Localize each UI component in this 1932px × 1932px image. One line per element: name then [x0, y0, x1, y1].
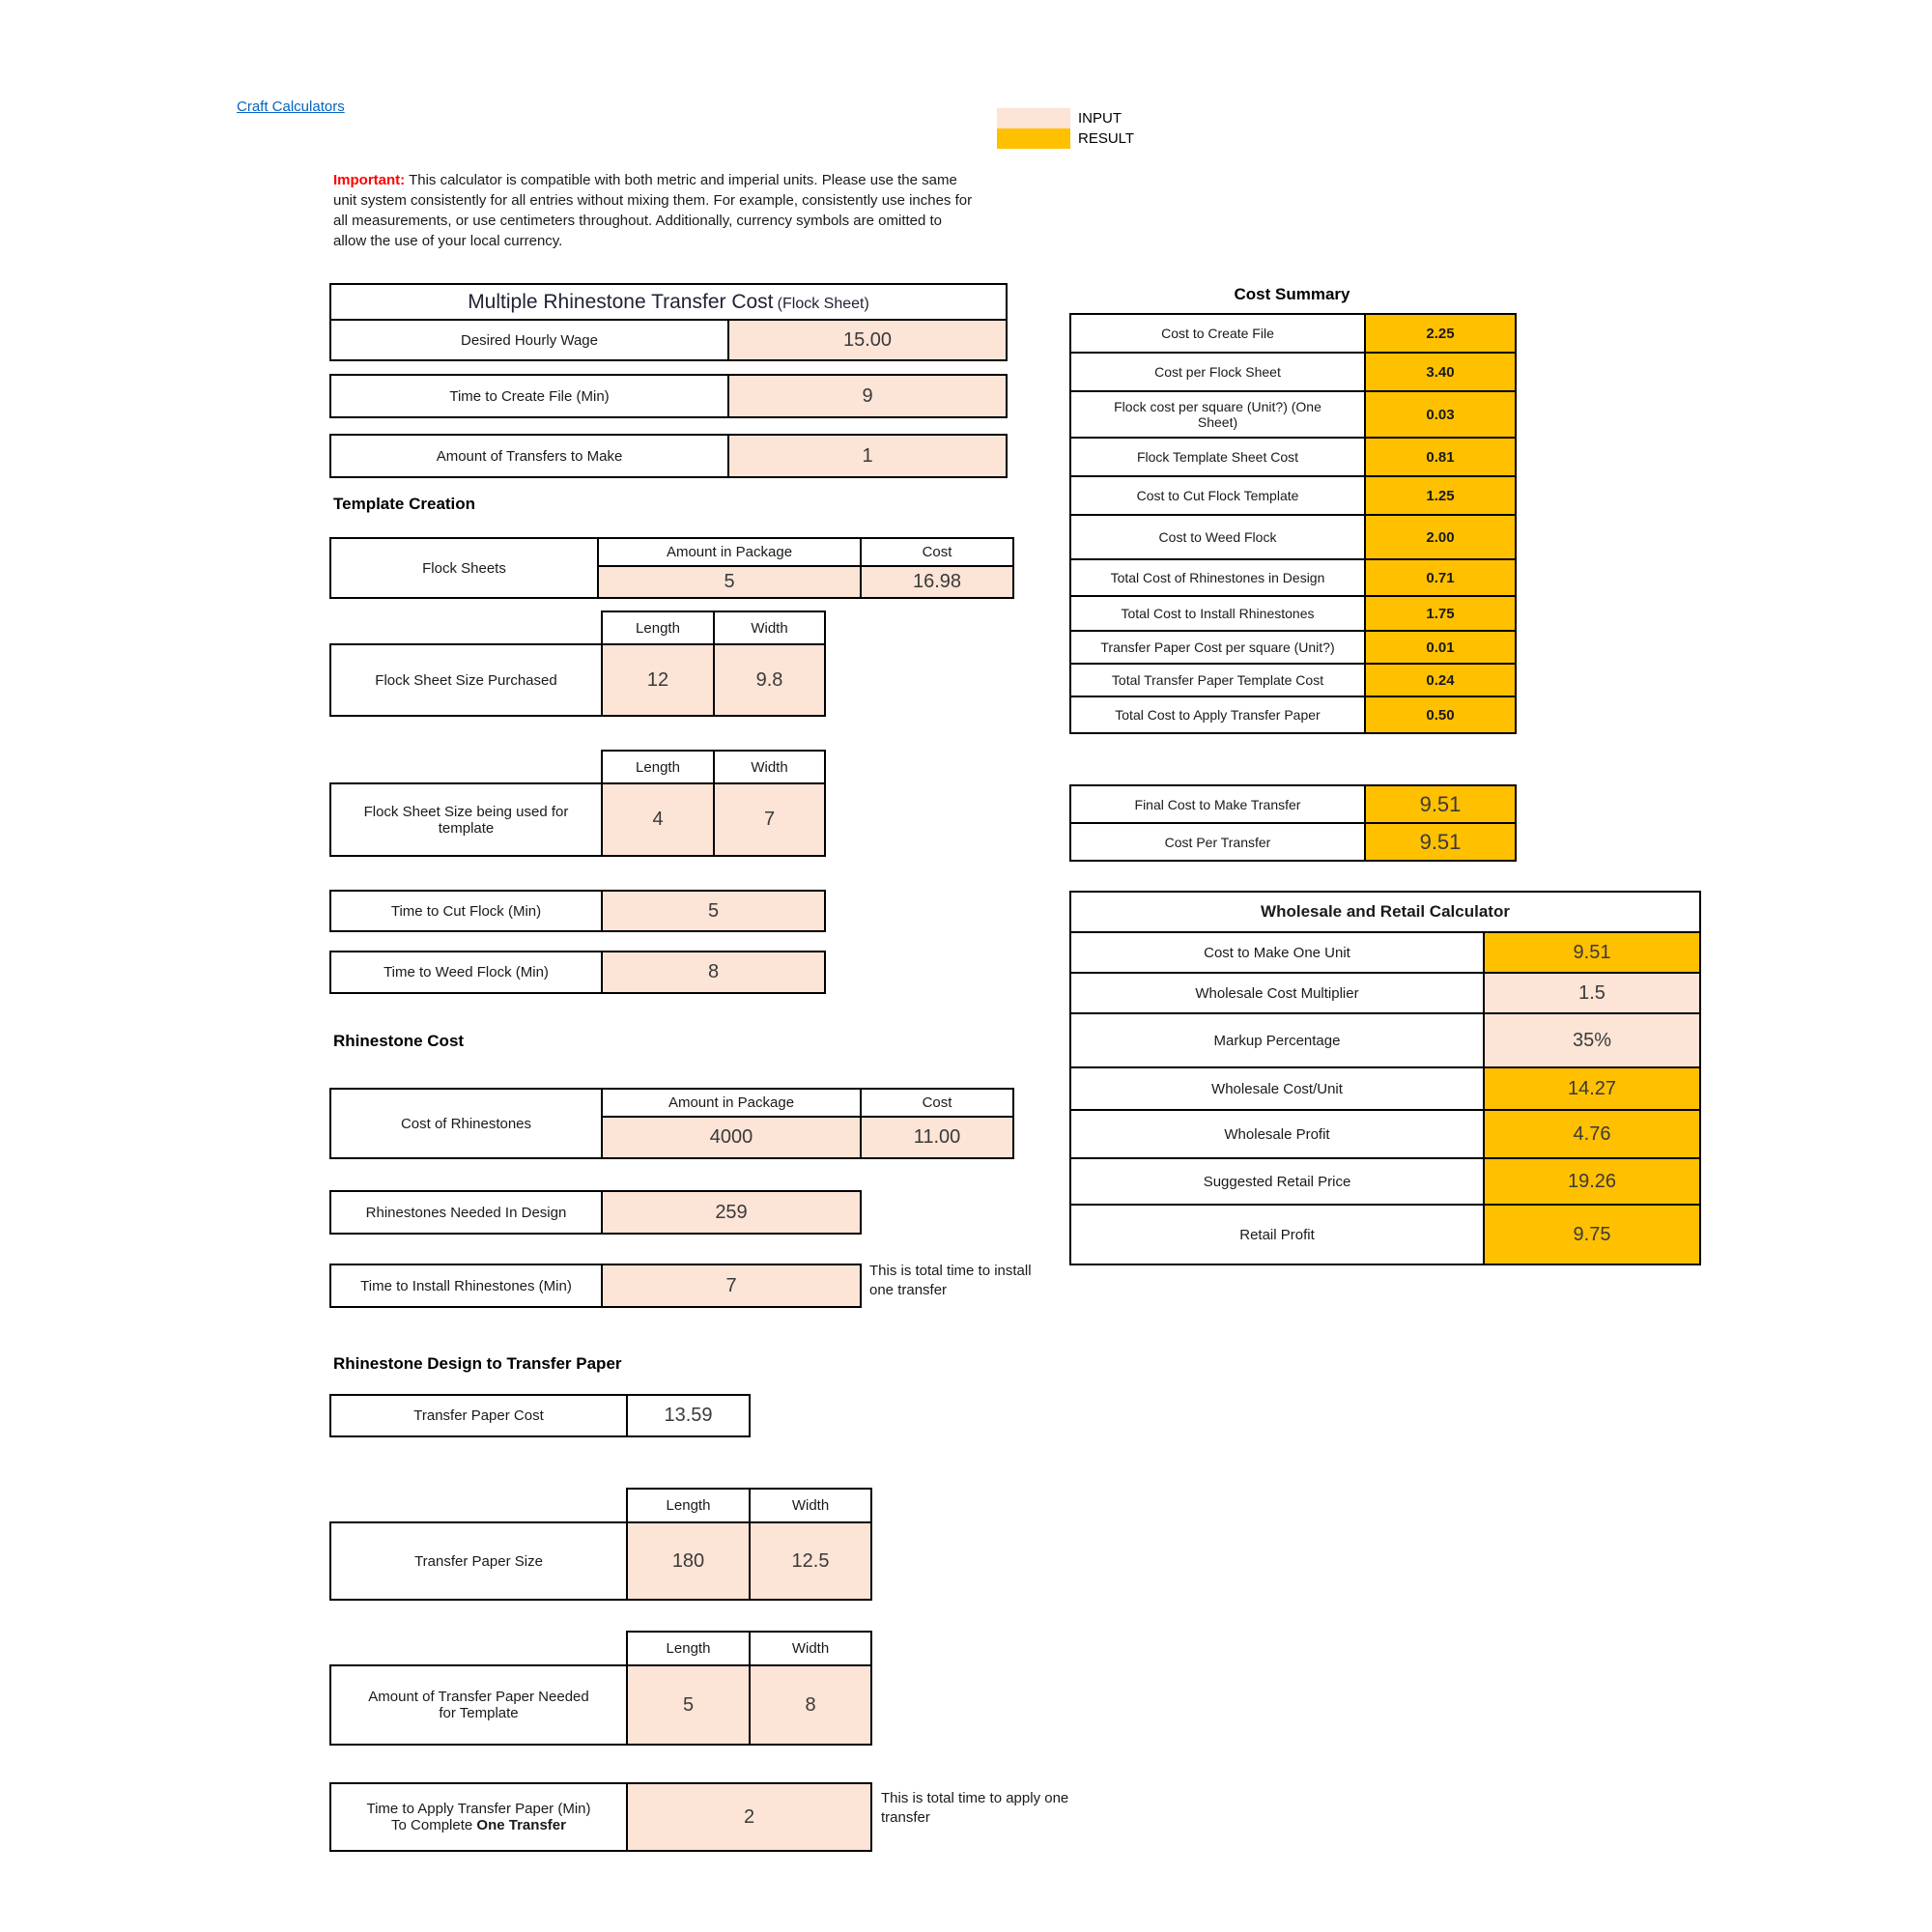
time-to-cut-flock-label: Time to Cut Flock (Min): [330, 891, 602, 931]
cost-summary-row-value: 0.71: [1365, 559, 1516, 596]
cost-summary-row-value: 1.25: [1365, 476, 1516, 515]
cost-summary-row-label: Transfer Paper Cost per square (Unit?): [1070, 631, 1365, 664]
amount-in-package-header: Amount in Package: [598, 538, 861, 566]
markup-percentage-label: Markup Percentage: [1070, 1013, 1484, 1067]
flock-sheets-table: [329, 537, 1014, 599]
time-to-create-file-label: Time to Create File (Min): [330, 375, 728, 417]
time-to-weed-flock-table: [329, 951, 826, 994]
transfer-paper-width-input[interactable]: 12.5: [750, 1522, 871, 1600]
cost-summary-row-value: 2.25: [1365, 314, 1516, 353]
cost-of-rhinestones-label: Cost of Rhinestones: [330, 1089, 602, 1158]
transfer-paper-needed-width-input[interactable]: 8: [750, 1665, 871, 1745]
rhinestones-cost-input[interactable]: 11.00: [861, 1117, 1013, 1158]
calculator-title: [330, 284, 1007, 320]
length-header: Length: [602, 611, 714, 644]
input-color-swatch: [997, 108, 1070, 128]
cost-summary-row-value: 3.40: [1365, 353, 1516, 391]
cost-summary-table: [1069, 313, 1517, 734]
desired-hourly-wage-input[interactable]: 15.00: [728, 320, 1007, 360]
cost-summary-row-label: Flock cost per square (Unit?) (One Sheet): [1070, 391, 1365, 438]
important-text: This calculator is compatible with both metric and imperial units. Please use the same unit system consistently for all entries without mixing them. For example, consistently use inches for all measurements, or use centimeters throughout. Additionally, currency symbols are omitted to allow the use of your local currency.: [333, 172, 973, 249]
important-label: Important:: [333, 172, 406, 188]
flock-sheets-cost-input[interactable]: 16.98: [861, 566, 1013, 598]
main-calculator-table: [329, 283, 1008, 361]
cost-summary-row-label: Flock Template Sheet Cost: [1070, 438, 1365, 476]
final-cost-label: Final Cost to Make Transfer: [1070, 785, 1365, 823]
cost-per-transfer-value: 9.51: [1365, 823, 1516, 861]
flock-sheet-size-purchased-label: Flock Sheet Size Purchased: [330, 644, 602, 716]
cost-summary-row-value: 2.00: [1365, 515, 1516, 559]
suggested-retail-price-value: 19.26: [1484, 1158, 1700, 1205]
width-header: Width: [750, 1632, 871, 1665]
time-to-apply-label-line2: To Complete: [391, 1817, 473, 1833]
time-to-create-file-table: [329, 374, 1008, 418]
time-to-apply-label-line1: Time to Apply Transfer Paper (Min): [366, 1801, 591, 1817]
flock-sheet-purchased-length-input[interactable]: 12: [602, 644, 714, 716]
transfer-paper-size-table: [329, 1488, 872, 1601]
length-header: Length: [627, 1489, 750, 1522]
suggested-retail-price-label: Suggested Retail Price: [1070, 1158, 1484, 1205]
cost-summary-row-label: Total Cost to Install Rhinestones: [1070, 596, 1365, 631]
width-header: Width: [750, 1489, 871, 1522]
input-legend-label: INPUT: [1078, 110, 1122, 127]
cost-to-make-one-unit-label: Cost to Make One Unit: [1070, 932, 1484, 973]
cost-summary-row-label: Cost per Flock Sheet: [1070, 353, 1365, 391]
transfer-paper-needed-table: [329, 1631, 872, 1746]
time-to-install-rhinestones-input[interactable]: 7: [602, 1264, 861, 1307]
amount-of-transfers-input[interactable]: 1: [728, 435, 1007, 477]
flock-sheet-size-used-table: [329, 750, 826, 857]
amount-in-package-header: Amount in Package: [602, 1089, 861, 1117]
markup-percentage-input[interactable]: 35%: [1484, 1013, 1700, 1067]
cost-summary-row-value: 0.24: [1365, 664, 1516, 696]
cost-summary-row-value: 0.81: [1365, 438, 1516, 476]
cost-summary-row-value: 0.50: [1365, 696, 1516, 733]
cost-summary-row-value: 0.01: [1365, 631, 1516, 664]
apply-time-note: This is total time to apply one transfer: [881, 1790, 1069, 1826]
time-to-create-file-input[interactable]: 9: [728, 375, 1007, 417]
transfer-paper-cost-label: Transfer Paper Cost: [330, 1395, 627, 1436]
cost-summary-row-label: Total Cost to Apply Transfer Paper: [1070, 696, 1365, 733]
wholesale-profit-value: 4.76: [1484, 1110, 1700, 1158]
result-color-swatch: [997, 128, 1070, 149]
cost-summary-row-label: Total Cost of Rhinestones in Design: [1070, 559, 1365, 596]
time-to-apply-table: [329, 1782, 872, 1852]
amount-of-transfers-label: Amount of Transfers to Make: [330, 435, 728, 477]
result-legend-label: RESULT: [1078, 130, 1135, 147]
time-to-install-rhinestones-table: [329, 1264, 862, 1308]
craft-calculators-link[interactable]: Craft Calculators: [237, 99, 345, 115]
time-to-apply-label-bold: One Transfer: [476, 1817, 566, 1833]
flock-sheet-used-length-input[interactable]: 4: [602, 783, 714, 856]
cost-summary-row-value: 0.03: [1365, 391, 1516, 438]
amount-of-transfers-table: [329, 434, 1008, 478]
install-time-note: This is total time to install one transfer: [869, 1263, 1032, 1298]
desired-hourly-wage-label: Desired Hourly Wage: [330, 320, 728, 360]
transfer-paper-heading: Rhinestone Design to Transfer Paper: [333, 1354, 622, 1373]
time-to-weed-flock-input[interactable]: 8: [602, 952, 825, 993]
cost-summary-row-label: Total Transfer Paper Template Cost: [1070, 664, 1365, 696]
calculator-title-main: Multiple Rhinestone Transfer Cost: [468, 290, 774, 313]
cost-summary-row-label: Cost to Weed Flock: [1070, 515, 1365, 559]
cost-summary-title: Cost Summary: [1234, 285, 1350, 303]
length-header: Length: [627, 1632, 750, 1665]
transfer-paper-length-input[interactable]: 180: [627, 1522, 750, 1600]
width-header: Width: [714, 611, 825, 644]
cost-summary-row-label: Cost to Create File: [1070, 314, 1365, 353]
flock-sheet-size-used-label: Flock Sheet Size being used for template: [330, 783, 602, 856]
cost-to-make-one-unit-value: 9.51: [1484, 932, 1700, 973]
rhinestone-cost-heading: Rhinestone Cost: [333, 1032, 465, 1050]
important-notice: [333, 170, 975, 251]
wholesale-cost-multiplier-label: Wholesale Cost Multiplier: [1070, 973, 1484, 1013]
cost-per-transfer-label: Cost Per Transfer: [1070, 823, 1365, 861]
time-to-cut-flock-table: [329, 890, 826, 932]
transfer-paper-size-label: Transfer Paper Size: [330, 1522, 627, 1600]
cost-header: Cost: [861, 538, 1013, 566]
time-to-cut-flock-input[interactable]: 5: [602, 891, 825, 931]
time-to-apply-input[interactable]: 2: [627, 1783, 871, 1851]
wholesale-cost-unit-label: Wholesale Cost/Unit: [1070, 1067, 1484, 1110]
time-to-apply-label: [330, 1783, 627, 1851]
transfer-paper-needed-label: Amount of Transfer Paper Needed for Template: [330, 1665, 627, 1745]
rhinestones-needed-label: Rhinestones Needed In Design: [330, 1191, 602, 1234]
transfer-paper-cost-input[interactable]: 13.59: [627, 1395, 750, 1436]
final-cost-value: 9.51: [1365, 785, 1516, 823]
template-creation-heading: Template Creation: [333, 495, 476, 513]
wholesale-profit-label: Wholesale Profit: [1070, 1110, 1484, 1158]
wholesale-cost-unit-value: 14.27: [1484, 1067, 1700, 1110]
transfer-paper-needed-length-input[interactable]: 5: [627, 1665, 750, 1745]
cost-summary-row-label: Cost to Cut Flock Template: [1070, 476, 1365, 515]
flock-sheet-purchased-width-input[interactable]: 9.8: [714, 644, 825, 716]
retail-profit-label: Retail Profit: [1070, 1205, 1484, 1264]
width-header: Width: [714, 751, 825, 783]
rhinestones-amount-input[interactable]: 4000: [602, 1117, 861, 1158]
cost-header: Cost: [861, 1089, 1013, 1117]
flock-sheets-amount-input[interactable]: 5: [598, 566, 861, 598]
flock-sheet-size-purchased-table: [329, 611, 826, 717]
rhinestones-needed-table: [329, 1190, 862, 1235]
flock-sheet-used-width-input[interactable]: 7: [714, 783, 825, 856]
time-to-weed-flock-label: Time to Weed Flock (Min): [330, 952, 602, 993]
calculator-title-suffix: (Flock Sheet): [777, 295, 869, 312]
cost-summary-row-value: 1.75: [1365, 596, 1516, 631]
retail-profit-value: 9.75: [1484, 1205, 1700, 1264]
cost-of-rhinestones-table: [329, 1088, 1014, 1159]
time-to-install-rhinestones-label: Time to Install Rhinestones (Min): [330, 1264, 602, 1307]
flock-sheets-label: Flock Sheets: [330, 538, 598, 598]
rhinestones-needed-input[interactable]: 259: [602, 1191, 861, 1234]
transfer-paper-cost-table: [329, 1394, 751, 1437]
length-header: Length: [602, 751, 714, 783]
final-cost-table: [1069, 784, 1517, 862]
wholesale-retail-table: [1069, 891, 1701, 1265]
wholesale-retail-title: Wholesale and Retail Calculator: [1070, 892, 1700, 932]
wholesale-cost-multiplier-input[interactable]: 1.5: [1484, 973, 1700, 1013]
